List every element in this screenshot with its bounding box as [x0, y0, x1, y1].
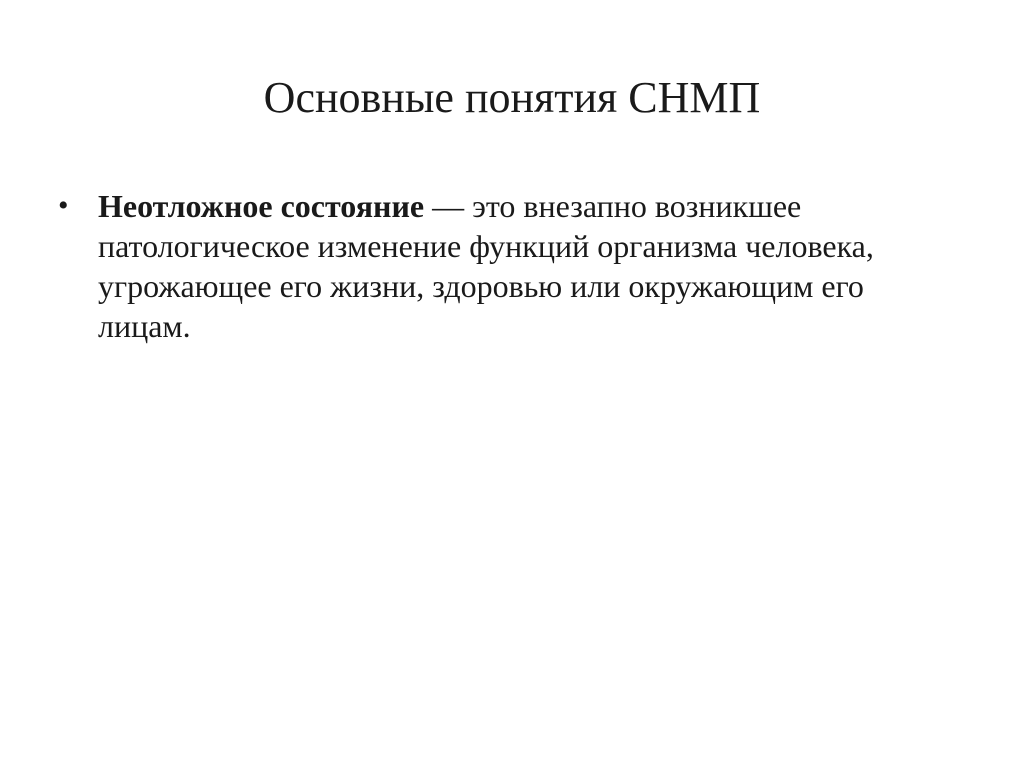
definition-text: — это внезапно возникшее патологическое изменение функций организма человека, угрожающее его жизни, здоровью или окружающим его лицам.: [98, 188, 874, 344]
bullet-item: [52, 186, 952, 346]
bullet-list: [52, 186, 952, 346]
slide-title: Основные понятия СНМП: [263, 73, 761, 122]
bullet-icon: •: [58, 189, 69, 222]
definition-term: Неотложное состояние: [98, 188, 425, 224]
